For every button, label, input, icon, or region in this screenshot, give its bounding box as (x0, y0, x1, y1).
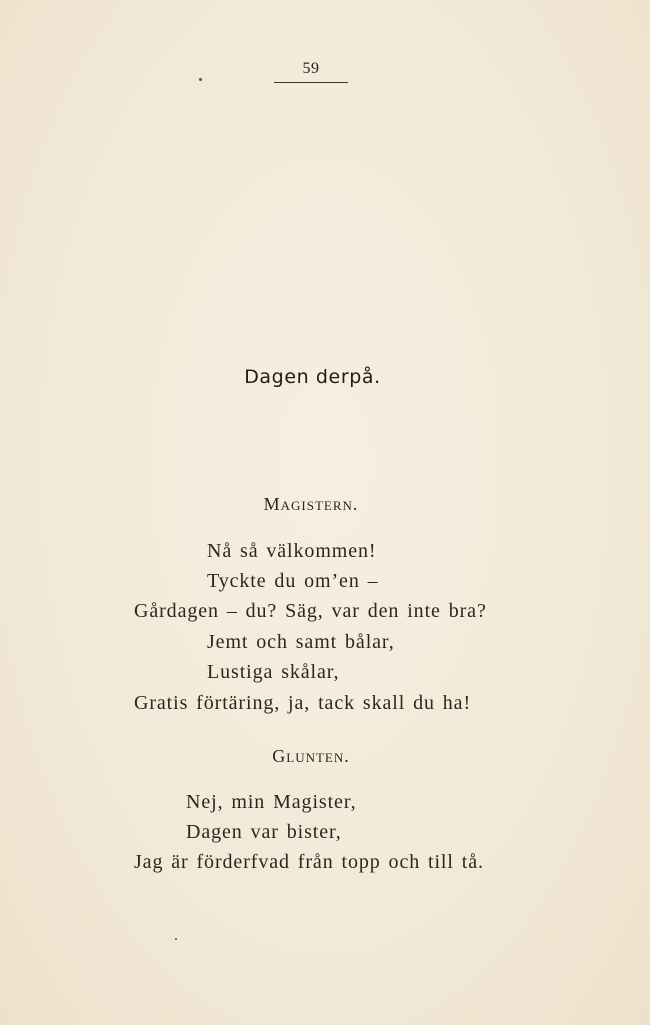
ink-speck (175, 938, 177, 940)
verse-line: Jag är förderfvad från topp och till tå. (134, 851, 484, 873)
ink-speck (199, 78, 202, 81)
verse-line: Nej, min Magister, (186, 791, 357, 813)
verse-line: Gårdagen – du? Säg, var den inte bra? (134, 600, 487, 622)
page-number: 59 (302, 60, 320, 77)
verse-line: Gratis förtäring, ja, tack skall du ha! (134, 692, 472, 714)
speaker-heading-magistern: Magistern. (263, 494, 359, 514)
verse-line: Lustiga skålar, (207, 661, 340, 683)
page-number-rule (274, 82, 348, 83)
verse-line: Dagen var bister, (186, 821, 342, 843)
verse-line: Jemt och samt bålar, (207, 631, 395, 653)
speaker-heading-glunten: Glunten. (272, 746, 350, 766)
verse-line: Tyckte du om’en – (207, 570, 379, 592)
verse-line: Nå så välkommen! (207, 540, 377, 562)
poem-title: Dagen derpå. (244, 366, 381, 388)
